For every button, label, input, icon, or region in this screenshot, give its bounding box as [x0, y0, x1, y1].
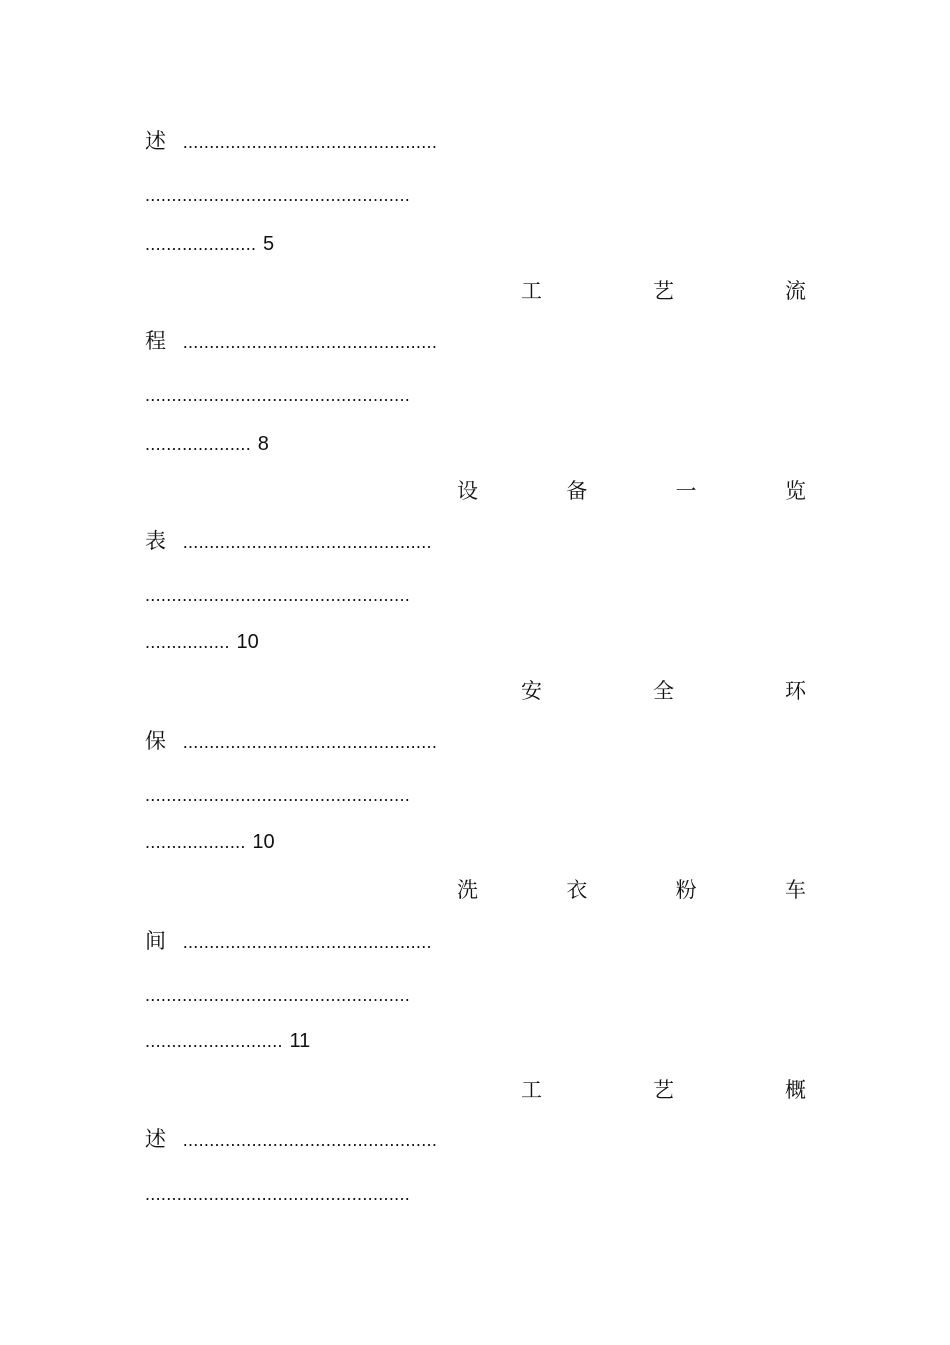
toc-entry-2-title-char-2: 一 [675, 479, 697, 503]
toc-entry-4-title-char-2: 粉 [675, 878, 697, 902]
toc-entry-1-line1 [145, 326, 437, 356]
toc-entry-2-dots3: ................ [145, 632, 230, 652]
toc-entry-4-title-char-3: 车 [784, 878, 806, 902]
toc-entry-5-title-char-1: 艺 [653, 1078, 674, 1102]
toc-entry-1-dots1: ................................................ [182, 332, 438, 352]
toc-entry-2-dots1: ............................................... [182, 532, 432, 552]
toc-entry-4-title-row [457, 875, 806, 905]
toc-entry-1-last-char: 程 [145, 329, 166, 353]
toc-entry-4-title-char-0: 洗 [457, 878, 478, 902]
toc-entry-0-line3 [145, 228, 274, 258]
toc-entry-4-page-number: 11 [289, 1030, 311, 1052]
toc-entry-1-dots2: .................................................. [145, 385, 411, 405]
toc-entry-2-line3 [145, 626, 259, 656]
toc-entry-3-line3 [145, 826, 275, 856]
toc-entry-0-dots1: ................................................ [182, 132, 438, 152]
toc-entry-1-title-char-2: 流 [785, 279, 806, 303]
toc-entry-5-dots1: ................................................ [182, 1130, 438, 1150]
toc-entry-2-title-row [457, 476, 806, 506]
toc-entry-2-dots2: .................................................. [145, 585, 411, 605]
toc-entry-3-dots2: .................................................. [145, 785, 411, 805]
toc-entry-0-last-char: 述 [145, 129, 166, 153]
toc-entry-5-line2 [145, 1178, 410, 1208]
toc-entry-2-line2 [145, 579, 410, 609]
toc-entry-0-dots3: ..................... [145, 234, 257, 254]
toc-entry-3-title-char-1: 全 [653, 679, 674, 703]
toc-entry-3-title-row [521, 676, 806, 706]
toc-entry-1-page-number: 8 [257, 433, 269, 455]
toc-entry-3-line2 [145, 779, 410, 809]
toc-entry-2-last-char: 表 [145, 529, 166, 553]
toc-entry-5-last-char: 述 [145, 1127, 166, 1151]
toc-entry-4-line3 [145, 1025, 310, 1055]
toc-entry-3-last-char: 保 [145, 729, 166, 753]
toc-entry-0-line1 [145, 126, 437, 156]
toc-entry-2-title-char-1: 备 [566, 479, 588, 503]
toc-entry-2-title-char-3: 览 [784, 479, 806, 503]
toc-entry-4-line2 [145, 979, 410, 1009]
toc-entry-2-page-number: 10 [236, 631, 259, 653]
toc-entry-1-title-char-1: 艺 [653, 279, 674, 303]
toc-entry-5-dots2: .................................................. [145, 1184, 411, 1204]
toc-entry-0-page-number: 5 [263, 233, 275, 255]
toc-entry-5-line1 [145, 1124, 437, 1154]
toc-entry-4-dots1: ............................................... [182, 932, 432, 952]
toc-entry-5-title-char-2: 概 [785, 1078, 806, 1102]
toc-entry-0-line2 [145, 179, 410, 209]
toc-entry-5-title-row [521, 1075, 806, 1105]
toc-entry-4-dots3: .......................... [145, 1031, 283, 1051]
toc-entry-4-last-char: 间 [145, 929, 166, 953]
toc-entry-3-page-number: 10 [252, 831, 275, 853]
toc-entry-4-title-char-1: 衣 [566, 878, 588, 902]
toc-entry-3-dots3: ................... [145, 832, 246, 852]
toc-entry-2-title-char-0: 设 [457, 479, 478, 503]
toc-entry-0-dots2: .................................................. [145, 185, 411, 205]
toc-entry-4-line1 [145, 926, 432, 956]
toc-entry-4-dots2: .................................................. [145, 985, 411, 1005]
toc-entry-1-title-char-0: 工 [521, 279, 542, 303]
toc-entry-1-line3 [145, 428, 269, 458]
toc-entry-3-title-char-0: 安 [521, 679, 542, 703]
toc-entry-3-line1 [145, 726, 437, 756]
toc-entry-1-line2 [145, 379, 410, 409]
toc-entry-1-dots3: .................... [145, 434, 252, 454]
toc-entry-5-title-char-0: 工 [521, 1078, 542, 1102]
toc-entry-3-title-char-2: 环 [785, 679, 806, 703]
toc-entry-3-dots1: ................................................ [182, 732, 438, 752]
toc-entry-1-title-row [521, 276, 806, 306]
toc-entry-2-line1 [145, 526, 432, 556]
